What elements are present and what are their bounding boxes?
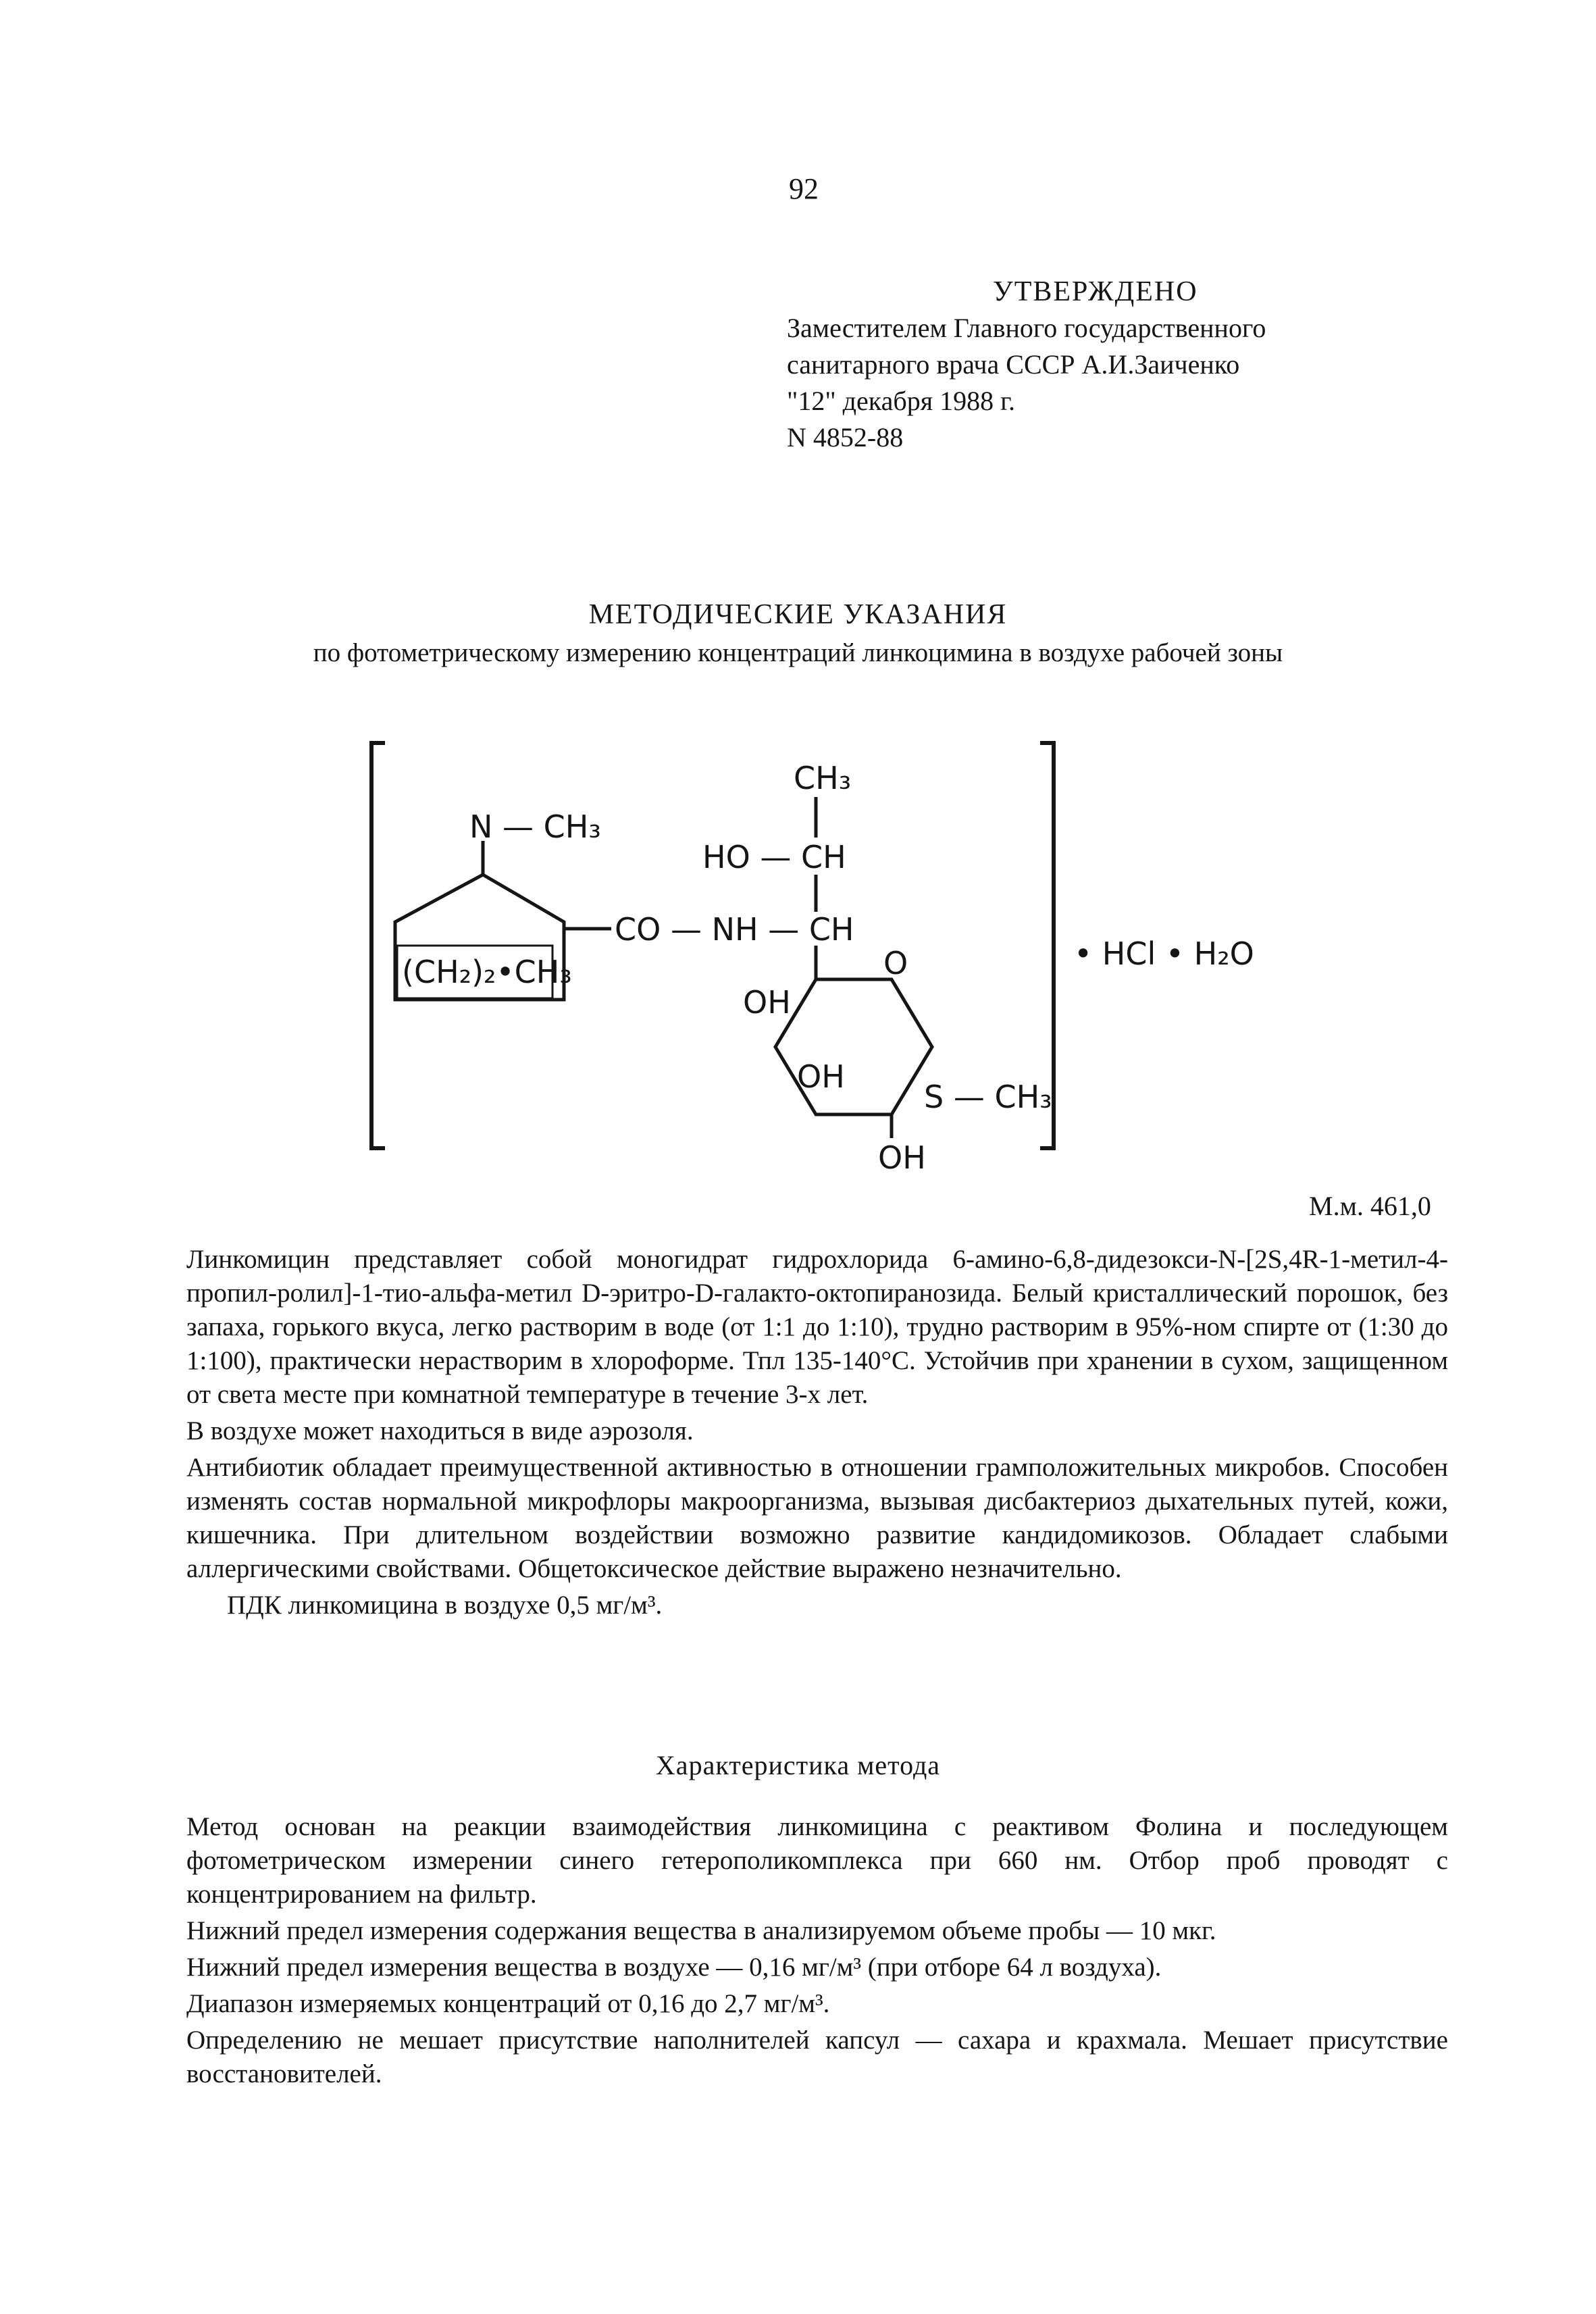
formula-n-ch3: N — CH₃ bbox=[469, 808, 601, 845]
section-title: Характеристика метода bbox=[655, 1750, 941, 1780]
approval-line: санитарного врача СССР А.И.Заиченко bbox=[787, 349, 1240, 380]
formula-oh-left: OH bbox=[743, 984, 791, 1021]
method-paragraph: Нижний предел измерения содержания вещества в анализируемом объеме пробы — 10 мкг. bbox=[186, 1916, 1216, 1945]
description-paragraph: В воздухе может находиться в виде аэрозоля. bbox=[186, 1416, 694, 1445]
formula-ring-substituent: (CH₂)₂•CH₃ bbox=[402, 954, 572, 990]
approval-line: Заместителем Главного государственного bbox=[787, 313, 1266, 343]
method-paragraph: Нижний предел измерения вещества в воздухе — 0,16 мг/м³ (при отборе 64 л воздуха). bbox=[186, 1953, 1162, 1982]
document-title: МЕТОДИЧЕСКИЕ УКАЗАНИЯ bbox=[588, 599, 1008, 630]
page-number: 92 bbox=[789, 172, 819, 205]
method-paragraph: Диапазон измеряемых концентраций от 0,16 до 2,7 мг/м³. bbox=[186, 1989, 830, 2018]
description-section bbox=[186, 1243, 1448, 1625]
formula-ch3-top: CH₃ bbox=[794, 760, 852, 796]
approval-block bbox=[787, 274, 1266, 456]
approval-number: N 4852-88 bbox=[787, 422, 904, 453]
method-paragraph: Метод основан на реакции взаимодействия линкомицина с реактивом Фолина и последующем фотометрическом измерении синего гетерополикомплекса при 660 нм. Отбор проб проводят с концентрированием на фильтр. bbox=[186, 1812, 1448, 1909]
description-paragraph: ПДК линкомицина в воздухе 0,5 мг/м³. bbox=[227, 1591, 663, 1620]
description-paragraph: Антибиотик обладает преимущественной активностью в отношении грамположительных микробов. Способен изменять состав нормальной микрофлоры макроорганизма, вызывая дисбактериоз дыхательных путей, кожи, кишечника. При длительном воздействии возможно развитие кандидомикозов. Обладает слабыми аллергическими свойствами. Общетоксическое действие выражено незначительно. bbox=[186, 1453, 1448, 1583]
approval-date: "12" декабря 1988 г. bbox=[787, 386, 1015, 416]
document-subtitle: по фотометрическому измерению концентраций линкоцимина в воздухе рабочей зоны bbox=[313, 638, 1283, 667]
structural-formula bbox=[365, 729, 1310, 1175]
formula-s-ch3: S — CH₃ bbox=[924, 1079, 1052, 1115]
formula-ho-ch: HO — CH bbox=[702, 839, 846, 875]
approval-heading: УТВЕРЖДЕНО bbox=[993, 276, 1198, 307]
description-paragraph: Линкомицин представляет собой моногидрат гидрохлорида 6-амино-6,8-дидезокси-N-[2S,4R-1-метил-4-пропил-ролил]-1-тио-альфа-метил D-эритро-D-галакто-октопиранозида. Белый кристаллический порошок, без запаха, горького вкуса, легко растворим в воде (от 1:1 до 1:10), трудно растворим в 95%-ном спирте от (1:30 до 1:100), практически нерастворим в хлороформе. Тпл 135-140°С. Устойчив при хранении в сухом, защищенном от света месте при комнатной температуре в течение 3-х лет. bbox=[186, 1245, 1448, 1409]
formula-salt: • HCl • H₂O bbox=[1074, 935, 1254, 972]
formula-co-nh-ch: CO — NH — CH bbox=[615, 911, 854, 948]
method-section bbox=[186, 1810, 1448, 2094]
bracket-left bbox=[371, 743, 385, 1148]
method-paragraph: Определению не мешает присутствие наполнителей капсул — сахара и крахмала. Мешает присутствие восстановителей. bbox=[186, 2026, 1448, 2088]
molecular-weight: М.м. 461,0 bbox=[1309, 1191, 1431, 1221]
formula-oh-middle: OH bbox=[797, 1058, 845, 1095]
formula-oh-bottom: OH bbox=[878, 1139, 926, 1175]
formula-ring-oxygen: O bbox=[883, 945, 908, 981]
